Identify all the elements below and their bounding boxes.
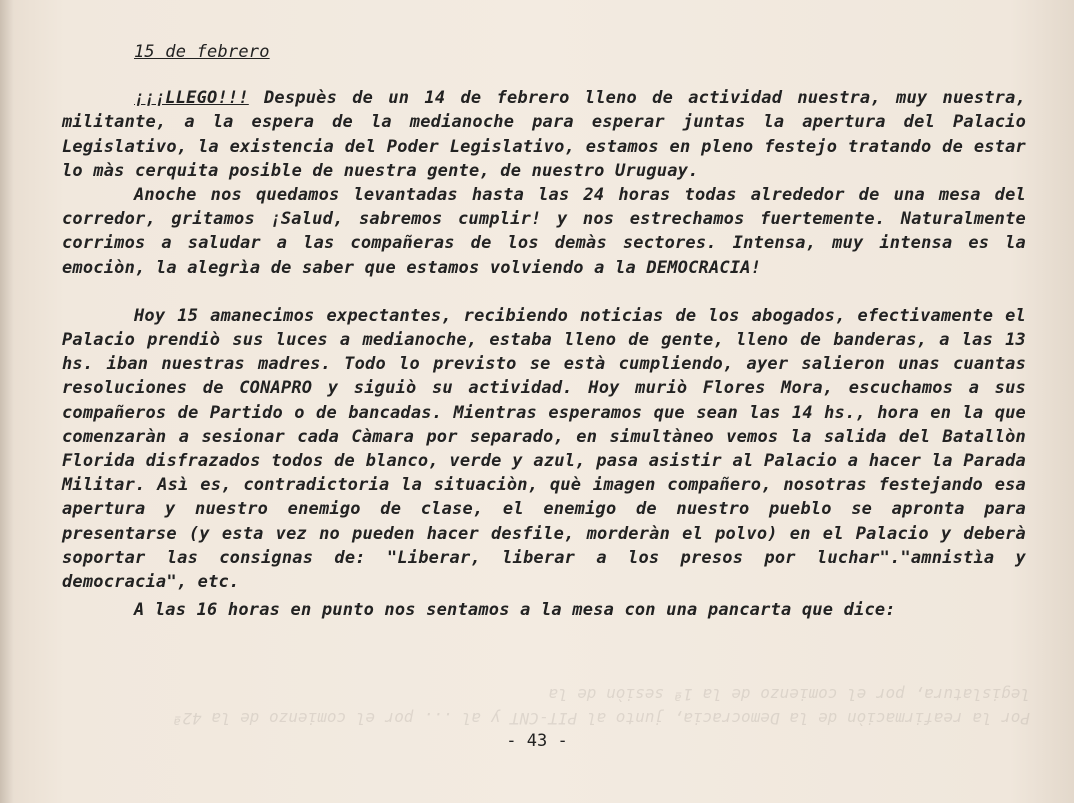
page-edge-shadow <box>0 0 14 803</box>
date-heading: 15 de febrero <box>134 42 270 62</box>
paragraph-4: A las 16 horas en punto nos sentamos a la mesa con una pancarta que dice: <box>134 600 896 621</box>
paragraph-2: Anoche nos quedamos levantadas hasta las 24 horas todas alrededor de una mesa del corredor, gritamos ¡Salud, sabremos cumplir! y nos estrechamos fuertemente. Naturalmente corrimos a saludar a las compañeras de los demàs sectores. Intensa, muy intensa es la emociòn, la alegrìa de saber que estamos volviendo a la DEMOCRACIA! <box>62 185 1026 278</box>
page-number: - 43 - <box>506 731 568 751</box>
paragraph-1 <box>62 86 1026 183</box>
body-text <box>62 40 1026 622</box>
exclamation-llego: ¡¡¡LLEGO!!! <box>134 88 249 109</box>
bleed-through-text: Por la reafirmaciòn de la Democracia, junto al PIT-CNT y al ... por el comienzo de la 42ª legislatura, por el comienzo de la 1ª sesiòn de la <box>163 685 1030 728</box>
paragraph-1-text: Despuès de un 14 de febrero lleno de actividad nuestra, muy nuestra, militante, a la espera de la medianoche para esperar juntas la apertura del Palacio Legislativo, la existencia del Poder Legislativo, estamos en pleno festejo tratando de estar lo màs cerquita posible de nuestra gente, de nuestro Uruguay. <box>62 88 1026 181</box>
paragraph-3: Hoy 15 amanecimos expectantes, recibiendo noticias de los abogados, efectivamente el Palacio prendiò sus luces a medianoche, estaba lleno de gente, lleno de banderas, a las 13 hs. iban nuestras madres. Todo lo previsto se està cumpliendo, ayer salieron unas cuantas resoluciones de CONAPRO y siguiò su actividad. Hoy muriò Flores Mora, escuchamos a sus compañeros de Partido o de bancadas. Mientras esperamos que sean las 14 hs., hora en la que comenzaràn a sesionar cada Càmara por separado, en simultàneo vemos la salida del Batallòn Florida disfrazados todos de blanco, verde y azul, pasa asistir al Palacio a hacer la Parada Militar. Asì es, contradictoria la situaciòn, què imagen compañero, nosotras festejando esa apertura y nuestro enemigo de clase, el enemigo de nuestro pueblo se apronta para presentarse (y esta vez no pueden hacer desfile, morderàn el polvo) en el Palacio y deberà soportar las consignas de: "Liberar, liberar a los presos por luchar"."amnistìa y democracia", etc. <box>62 305 1026 593</box>
